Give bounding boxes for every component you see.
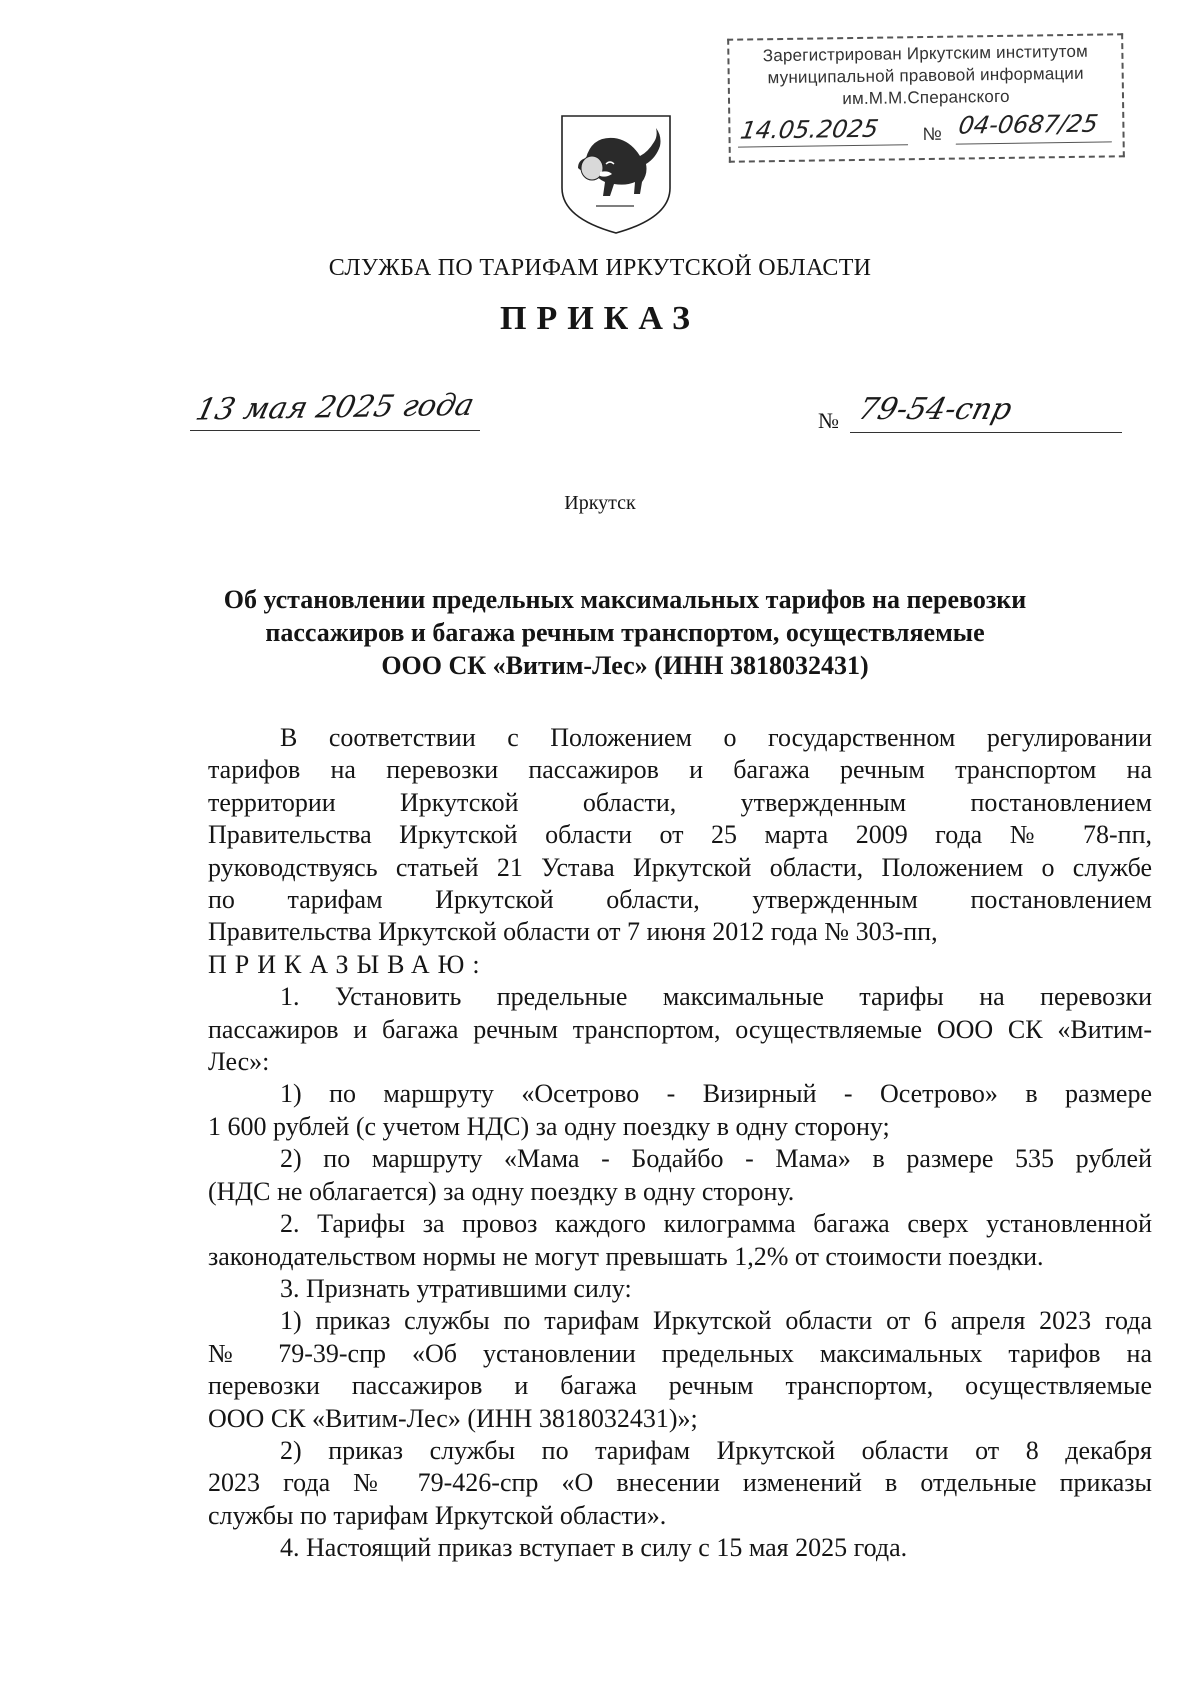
body-line: № 79-39-спр «Об установлении предельных максимальных тарифов на [208, 1338, 1152, 1368]
subject-line: пассажиров и багажа речным транспортом, осуществляемые [265, 618, 985, 647]
body-line: 2) по маршруту «Мама - Бодайбо - Мама» в размере 535 рублей [280, 1144, 1152, 1174]
body-line: (НДС не облагается) за одну поездку в одну сторону. [208, 1176, 795, 1206]
stamp-date: 14.05.2025 [738, 114, 913, 147]
irkutsk-coat-of-arms-icon [556, 112, 676, 236]
subject-line: Об установлении предельных максимальных тарифов на перевозки [223, 585, 1027, 614]
stamp-line-2: муниципальной правовой информации [767, 63, 1084, 88]
agency-name: СЛУЖБА ПО ТАРИФАМ ИРКУТСКОЙ ОБЛАСТИ [328, 255, 872, 281]
stamp-number: 04-0687/25 [956, 109, 1117, 144]
body-line: руководствуясь статьей 21 Устава Иркутской области, Положением о службе [208, 852, 1152, 882]
body-line: 4. Настоящий приказ вступает в силу с 15 мая 2025 года. [280, 1533, 908, 1563]
body-line: 1) по маршруту «Осетрово - Визирный - Осетрово» в размере [280, 1079, 1152, 1109]
body-line: тарифов на перевозки пассажиров и багажа речным транспортом на [208, 755, 1152, 785]
body-line: службы по тарифам Иркутской области». [208, 1500, 667, 1530]
number-underline [850, 432, 1122, 433]
number-label: № [818, 408, 839, 433]
body-line: Правительства Иркутской области от 7 июня 2012 года № 303-пп, [208, 917, 938, 947]
subject-line: ООО СК «Витим-Лес» (ИНН 3818032431) [381, 651, 869, 680]
body-line: 3. Признать утратившими силу: [280, 1273, 632, 1303]
stamp-line-1: Зарегистрирован Иркутским институтом [762, 41, 1089, 66]
stamp-number-label: № [922, 123, 942, 145]
body-line: ООО СК «Витим-Лес» (ИНН 3818032431)»; [208, 1403, 698, 1433]
document-title: ПРИКАЗ [500, 300, 700, 337]
body-line: Правительства Иркутской области от 25 марта 2009 года № 78-пп, [208, 820, 1152, 850]
order-word: ПРИКАЗЫВАЮ: [208, 949, 488, 979]
body-line: Лес»: [208, 1047, 270, 1077]
body-line: территории Иркутской области, утвержденным постановлением [208, 787, 1152, 817]
handwritten-order-number: 79-54-спр [854, 392, 1016, 427]
body-line: 1 600 рублей (с учетом НДС) за одну поездку в одну сторону; [208, 1111, 890, 1141]
body-line: пассажиров и багажа речным транспортом, осуществляемые ООО СК «Витим- [208, 1014, 1152, 1044]
document-subject [180, 583, 1070, 682]
date-underline [190, 430, 480, 431]
body-line: перевозки пассажиров и багажа речным транспортом, осуществляемые [208, 1371, 1152, 1401]
body-line: законодательством нормы не могут превышать 1,2% от стоимости поездки. [208, 1241, 1044, 1271]
body-line: В соответствии с Положением о государственном регулировании [280, 723, 1152, 752]
handwritten-date: 13 мая 2025 года [192, 387, 478, 428]
stamp-line-3: им.М.М.Сперанского [842, 86, 1010, 109]
body-line: 2) приказ службы по тарифам Иркутской области от 8 декабря [280, 1435, 1152, 1465]
body-line: 1. Установить предельные максимальные тарифы на перевозки [280, 982, 1152, 1012]
registration-stamp [727, 33, 1125, 163]
document-body [208, 722, 1152, 1565]
body-line: 2023 года № 79-426-спр «О внесении изменений в отдельные приказы [208, 1468, 1152, 1498]
body-line: по тарифам Иркутской области, утвержденным постановлением [208, 885, 1152, 915]
body-line: 2. Тарифы за провоз каждого килограмма багажа сверх установленной [280, 1209, 1152, 1239]
city: Иркутск [564, 492, 636, 514]
body-line: 1) приказ службы по тарифам Иркутской области от 6 апреля 2023 года [280, 1306, 1152, 1336]
